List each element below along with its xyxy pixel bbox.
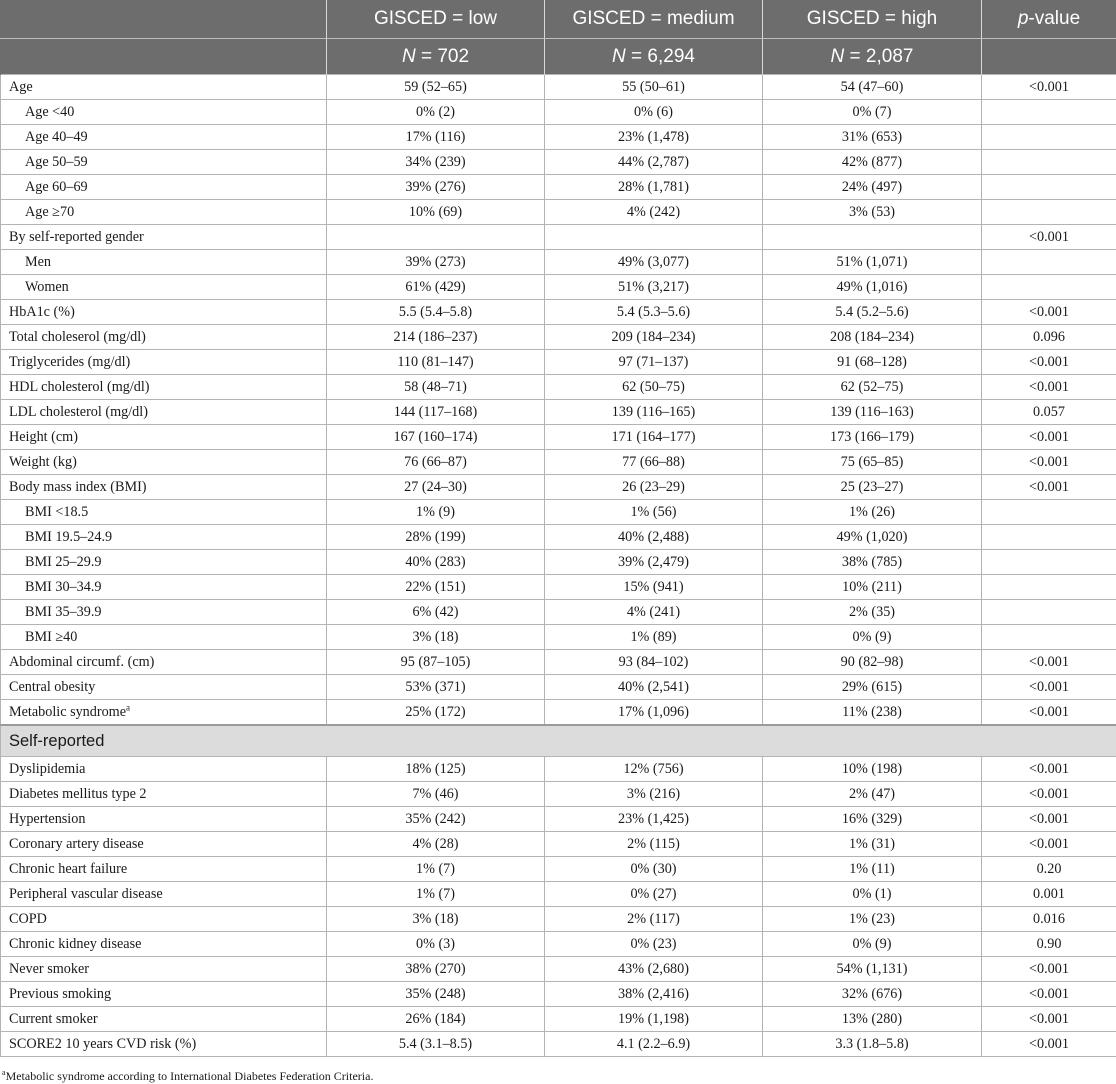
n-value: 702 [437, 46, 469, 67]
cell-pvalue: <0.001 [982, 982, 1116, 1007]
cell-low: 59 (52–65) [327, 75, 545, 100]
cell-medium: 12% (756) [545, 757, 763, 782]
cell-high: 3% (53) [763, 200, 982, 225]
section-label: Self-reported [1, 725, 1116, 757]
table-row [1, 982, 1116, 1007]
header-n-low [327, 39, 545, 75]
cell-medium: 139 (116–165) [545, 400, 763, 425]
header-medium: GISCED = medium [545, 0, 763, 39]
row-label [1, 857, 327, 882]
cell-pvalue: <0.001 [982, 300, 1116, 325]
row-label [1, 75, 327, 100]
cell-pvalue: 0.096 [982, 325, 1116, 350]
table-row [1, 550, 1116, 575]
cell-low: 167 (160–174) [327, 425, 545, 450]
cell-medium: 0% (30) [545, 857, 763, 882]
cell-low: 1% (7) [327, 882, 545, 907]
row-label-text: Diabetes mellitus type 2 [9, 786, 147, 802]
cell-high: 1% (26) [763, 500, 982, 525]
table-row [1, 832, 1116, 857]
row-label-text: BMI <18.5 [25, 504, 88, 520]
table-row [1, 757, 1116, 782]
cell-high: 10% (211) [763, 575, 982, 600]
cell-medium: 28% (1,781) [545, 175, 763, 200]
row-label [1, 225, 327, 250]
cell-high: 24% (497) [763, 175, 982, 200]
cell-low: 110 (81–147) [327, 350, 545, 375]
cell-pvalue [982, 150, 1116, 175]
cell-medium: 44% (2,787) [545, 150, 763, 175]
cell-high: 5.4 (5.2–5.6) [763, 300, 982, 325]
table-row [1, 1007, 1116, 1032]
table-row [1, 500, 1116, 525]
cell-high: 54 (47–60) [763, 75, 982, 100]
table-row [1, 175, 1116, 200]
cell-medium: 40% (2,488) [545, 525, 763, 550]
cell-pvalue [982, 175, 1116, 200]
cell-high: 11% (238) [763, 700, 982, 726]
row-label-text: BMI 30–34.9 [25, 579, 101, 595]
cell-high: 91 (68–128) [763, 350, 982, 375]
header-count-pvalue-empty [982, 39, 1116, 75]
cell-pvalue: 0.001 [982, 882, 1116, 907]
row-label-text: Weight (kg) [9, 454, 77, 470]
table-row [1, 300, 1116, 325]
table-row [1, 675, 1116, 700]
cell-pvalue: <0.001 [982, 700, 1116, 726]
table-row [1, 600, 1116, 625]
row-label [1, 450, 327, 475]
table-row [1, 807, 1116, 832]
cell-low: 35% (248) [327, 982, 545, 1007]
header-row-names [1, 0, 1116, 39]
table-body-self-reported [1, 725, 1116, 1057]
cell-low: 214 (186–237) [327, 325, 545, 350]
pvalue-rest: -value [1028, 8, 1080, 29]
cell-low: 22% (151) [327, 575, 545, 600]
table-row [1, 250, 1116, 275]
cell-high: 16% (329) [763, 807, 982, 832]
header-count-empty [1, 39, 327, 75]
row-label [1, 1007, 327, 1032]
cell-pvalue [982, 500, 1116, 525]
row-label [1, 550, 327, 575]
cell-high: 0% (9) [763, 625, 982, 650]
header-pvalue [982, 0, 1116, 39]
cell-pvalue: <0.001 [982, 75, 1116, 100]
cell-pvalue [982, 550, 1116, 575]
cell-pvalue: <0.001 [982, 425, 1116, 450]
cell-high: 29% (615) [763, 675, 982, 700]
cell-high: 42% (877) [763, 150, 982, 175]
cell-pvalue: <0.001 [982, 375, 1116, 400]
footnote-ref: a [126, 702, 130, 712]
row-label [1, 275, 327, 300]
row-label [1, 907, 327, 932]
cell-high: 1% (31) [763, 832, 982, 857]
cell-medium: 43% (2,680) [545, 957, 763, 982]
cell-low: 28% (199) [327, 525, 545, 550]
table-row [1, 225, 1116, 250]
header-n-high [763, 39, 982, 75]
cell-medium: 1% (56) [545, 500, 763, 525]
cell-low: 18% (125) [327, 757, 545, 782]
row-label [1, 700, 327, 726]
footnote [0, 1069, 1116, 1084]
table-row [1, 125, 1116, 150]
cell-low: 0% (3) [327, 932, 545, 957]
cell-high: 25 (23–27) [763, 475, 982, 500]
cell-medium: 209 (184–234) [545, 325, 763, 350]
row-label [1, 525, 327, 550]
cell-high: 1% (11) [763, 857, 982, 882]
row-label [1, 475, 327, 500]
cell-medium: 4.1 (2.2–6.9) [545, 1032, 763, 1057]
table-row [1, 907, 1116, 932]
cell-low: 7% (46) [327, 782, 545, 807]
cell-high [763, 225, 982, 250]
cell-low: 26% (184) [327, 1007, 545, 1032]
cell-pvalue: <0.001 [982, 350, 1116, 375]
footnote-text: Metabolic syndrome according to International Diabetes Federation Criteria. [6, 1069, 374, 1083]
table-row [1, 700, 1116, 726]
row-label [1, 250, 327, 275]
cell-medium: 0% (27) [545, 882, 763, 907]
cell-medium: 23% (1,478) [545, 125, 763, 150]
cell-pvalue [982, 575, 1116, 600]
row-label-text: BMI 35–39.9 [25, 604, 101, 620]
row-label [1, 150, 327, 175]
cell-pvalue: <0.001 [982, 1032, 1116, 1057]
cell-medium: 5.4 (5.3–5.6) [545, 300, 763, 325]
cell-pvalue: <0.001 [982, 650, 1116, 675]
cell-low: 25% (172) [327, 700, 545, 726]
cell-pvalue [982, 275, 1116, 300]
row-label-text: Age 60–69 [25, 179, 88, 195]
header-label-cell [1, 0, 327, 39]
cell-pvalue: <0.001 [982, 225, 1116, 250]
cell-high: 54% (1,131) [763, 957, 982, 982]
cell-high: 0% (7) [763, 100, 982, 125]
cell-pvalue [982, 600, 1116, 625]
table-row [1, 325, 1116, 350]
row-label-text: Central obesity [9, 679, 95, 695]
cell-medium: 77 (66–88) [545, 450, 763, 475]
cell-low: 61% (429) [327, 275, 545, 300]
row-label [1, 957, 327, 982]
cell-medium: 1% (89) [545, 625, 763, 650]
table-row [1, 782, 1116, 807]
cell-medium: 4% (241) [545, 600, 763, 625]
table-row [1, 450, 1116, 475]
cell-medium: 3% (216) [545, 782, 763, 807]
cell-medium: 40% (2,541) [545, 675, 763, 700]
row-label-text: BMI ≥40 [25, 629, 77, 645]
header-high: GISCED = high [763, 0, 982, 39]
row-label-text: Peripheral vascular disease [9, 886, 163, 902]
row-label [1, 932, 327, 957]
row-label-text: Age ≥70 [25, 204, 74, 220]
cell-high: 2% (35) [763, 600, 982, 625]
table-row [1, 475, 1116, 500]
cell-pvalue [982, 200, 1116, 225]
table-row [1, 957, 1116, 982]
header-low: GISCED = low [327, 0, 545, 39]
cell-low: 40% (283) [327, 550, 545, 575]
row-label-text: Current smoker [9, 1011, 98, 1027]
cell-low: 1% (7) [327, 857, 545, 882]
cell-high: 10% (198) [763, 757, 982, 782]
row-label [1, 350, 327, 375]
cell-medium: 0% (23) [545, 932, 763, 957]
n-symbol: N [402, 46, 416, 67]
cell-pvalue: <0.001 [982, 957, 1116, 982]
cell-medium: 62 (50–75) [545, 375, 763, 400]
row-label [1, 1032, 327, 1057]
cell-high: 139 (116–163) [763, 400, 982, 425]
cell-pvalue: 0.90 [982, 932, 1116, 957]
cell-low: 144 (117–168) [327, 400, 545, 425]
cell-low: 53% (371) [327, 675, 545, 700]
row-label [1, 575, 327, 600]
cell-pvalue: <0.001 [982, 832, 1116, 857]
row-label [1, 650, 327, 675]
cell-medium: 19% (1,198) [545, 1007, 763, 1032]
row-label [1, 400, 327, 425]
row-label-text: Age <40 [25, 104, 74, 120]
cell-low: 3% (18) [327, 625, 545, 650]
table-row [1, 350, 1116, 375]
cell-medium: 23% (1,425) [545, 807, 763, 832]
cell-pvalue: <0.001 [982, 782, 1116, 807]
cell-low: 1% (9) [327, 500, 545, 525]
row-label-text: Previous smoking [9, 986, 111, 1002]
cell-high: 51% (1,071) [763, 250, 982, 275]
table-row [1, 200, 1116, 225]
header-row-counts [1, 39, 1116, 75]
table-row [1, 625, 1116, 650]
cell-pvalue: <0.001 [982, 450, 1116, 475]
cell-pvalue: <0.001 [982, 757, 1116, 782]
row-label [1, 325, 327, 350]
cell-pvalue [982, 125, 1116, 150]
row-label-text: Chronic heart failure [9, 861, 127, 877]
row-label-text: Age [9, 79, 33, 95]
row-label [1, 600, 327, 625]
table-row [1, 425, 1116, 450]
row-label-text: Dyslipidemia [9, 761, 85, 777]
cell-pvalue: 0.20 [982, 857, 1116, 882]
cell-high: 173 (166–179) [763, 425, 982, 450]
table-row [1, 932, 1116, 957]
row-label [1, 375, 327, 400]
cell-high: 62 (52–75) [763, 375, 982, 400]
cell-pvalue [982, 100, 1116, 125]
cell-low: 27 (24–30) [327, 475, 545, 500]
row-label-text: COPD [9, 911, 47, 927]
table-row [1, 150, 1116, 175]
row-label [1, 625, 327, 650]
cell-low: 3% (18) [327, 907, 545, 932]
row-label-text: Never smoker [9, 961, 89, 977]
cell-low: 38% (270) [327, 957, 545, 982]
cell-high: 0% (1) [763, 882, 982, 907]
row-label-text: Age 50–59 [25, 154, 88, 170]
row-label [1, 175, 327, 200]
table-row [1, 575, 1116, 600]
table-row [1, 650, 1116, 675]
footnote-marker: a [2, 1068, 6, 1077]
row-label-text: Men [25, 254, 51, 270]
cell-medium: 2% (117) [545, 907, 763, 932]
table-row [1, 882, 1116, 907]
n-symbol: N [831, 46, 845, 67]
row-label [1, 882, 327, 907]
cell-medium: 15% (941) [545, 575, 763, 600]
cell-high: 208 (184–234) [763, 325, 982, 350]
row-label-text: SCORE2 10 years CVD risk (%) [9, 1036, 196, 1052]
cell-medium: 2% (115) [545, 832, 763, 857]
cell-medium: 0% (6) [545, 100, 763, 125]
row-label-text: By self-reported gender [9, 229, 144, 245]
cell-low: 34% (239) [327, 150, 545, 175]
cell-low: 4% (28) [327, 832, 545, 857]
cell-low: 10% (69) [327, 200, 545, 225]
table-row [1, 75, 1116, 100]
row-label-text: Metabolic syndrome [9, 704, 126, 720]
cell-low: 39% (276) [327, 175, 545, 200]
n-value: 6,294 [647, 46, 695, 67]
cell-medium: 171 (164–177) [545, 425, 763, 450]
row-label-text: LDL cholesterol (mg/dl) [9, 404, 148, 420]
row-label-text: Hypertension [9, 811, 85, 827]
cell-pvalue [982, 525, 1116, 550]
table-body-measured [1, 75, 1116, 726]
cell-high: 38% (785) [763, 550, 982, 575]
cell-pvalue: <0.001 [982, 807, 1116, 832]
row-label-text: BMI 19.5–24.9 [25, 529, 112, 545]
row-label-text: Women [25, 279, 69, 295]
cell-high: 1% (23) [763, 907, 982, 932]
row-label [1, 782, 327, 807]
header-n-medium [545, 39, 763, 75]
row-label-text: Age 40–49 [25, 129, 88, 145]
cell-high: 31% (653) [763, 125, 982, 150]
row-label-text: Triglycerides (mg/dl) [9, 354, 130, 370]
row-label [1, 425, 327, 450]
cell-medium: 26 (23–29) [545, 475, 763, 500]
cell-medium: 93 (84–102) [545, 650, 763, 675]
cell-medium: 55 (50–61) [545, 75, 763, 100]
cell-pvalue: 0.057 [982, 400, 1116, 425]
row-label [1, 982, 327, 1007]
row-label [1, 832, 327, 857]
cell-low: 39% (273) [327, 250, 545, 275]
row-label-text: Chronic kidney disease [9, 936, 141, 952]
cell-high: 0% (9) [763, 932, 982, 957]
cell-low: 35% (242) [327, 807, 545, 832]
cell-medium: 4% (242) [545, 200, 763, 225]
row-label [1, 125, 327, 150]
cell-high: 3.3 (1.8–5.8) [763, 1032, 982, 1057]
n-eq: = [844, 46, 866, 67]
row-label-text: Abdominal circumf. (cm) [9, 654, 154, 670]
row-label [1, 500, 327, 525]
cell-low [327, 225, 545, 250]
cell-pvalue [982, 625, 1116, 650]
cell-low: 95 (87–105) [327, 650, 545, 675]
table-header [1, 0, 1116, 75]
cell-medium: 38% (2,416) [545, 982, 763, 1007]
table-row [1, 100, 1116, 125]
table-row [1, 400, 1116, 425]
cell-low: 76 (66–87) [327, 450, 545, 475]
cell-pvalue: <0.001 [982, 475, 1116, 500]
table-row [1, 275, 1116, 300]
n-value: 2,087 [866, 46, 914, 67]
cell-low: 58 (48–71) [327, 375, 545, 400]
cell-high: 90 (82–98) [763, 650, 982, 675]
cell-medium [545, 225, 763, 250]
n-symbol: N [612, 46, 626, 67]
table-row [1, 375, 1116, 400]
table-row [1, 1032, 1116, 1057]
cell-pvalue [982, 250, 1116, 275]
cell-pvalue: <0.001 [982, 1007, 1116, 1032]
row-label [1, 100, 327, 125]
cell-medium: 97 (71–137) [545, 350, 763, 375]
row-label [1, 300, 327, 325]
cell-high: 49% (1,016) [763, 275, 982, 300]
cell-low: 6% (42) [327, 600, 545, 625]
cell-high: 75 (65–85) [763, 450, 982, 475]
cell-pvalue: 0.016 [982, 907, 1116, 932]
table-row [1, 857, 1116, 882]
row-label-text: Total choleserol (mg/dl) [9, 329, 146, 345]
cell-medium: 51% (3,217) [545, 275, 763, 300]
table-row [1, 525, 1116, 550]
section-row [1, 725, 1116, 757]
cell-medium: 49% (3,077) [545, 250, 763, 275]
cell-medium: 39% (2,479) [545, 550, 763, 575]
row-label-text: Height (cm) [9, 429, 78, 445]
cell-high: 32% (676) [763, 982, 982, 1007]
row-label-text: Body mass index (BMI) [9, 479, 147, 495]
cell-low: 17% (116) [327, 125, 545, 150]
cell-low: 0% (2) [327, 100, 545, 125]
cell-high: 49% (1,020) [763, 525, 982, 550]
n-eq: = [416, 46, 438, 67]
row-label-text: BMI 25–29.9 [25, 554, 101, 570]
row-label-text: HbA1c (%) [9, 304, 75, 320]
row-label [1, 200, 327, 225]
cell-pvalue: <0.001 [982, 675, 1116, 700]
row-label-text: HDL cholesterol (mg/dl) [9, 379, 150, 395]
cell-low: 5.4 (3.1–8.5) [327, 1032, 545, 1057]
n-eq: = [626, 46, 648, 67]
cell-medium: 17% (1,096) [545, 700, 763, 726]
cell-low: 5.5 (5.4–5.8) [327, 300, 545, 325]
row-label [1, 757, 327, 782]
row-label [1, 807, 327, 832]
row-label-text: Coronary artery disease [9, 836, 144, 852]
row-label [1, 675, 327, 700]
cell-high: 13% (280) [763, 1007, 982, 1032]
pvalue-italic: p [1018, 8, 1029, 29]
cell-high: 2% (47) [763, 782, 982, 807]
